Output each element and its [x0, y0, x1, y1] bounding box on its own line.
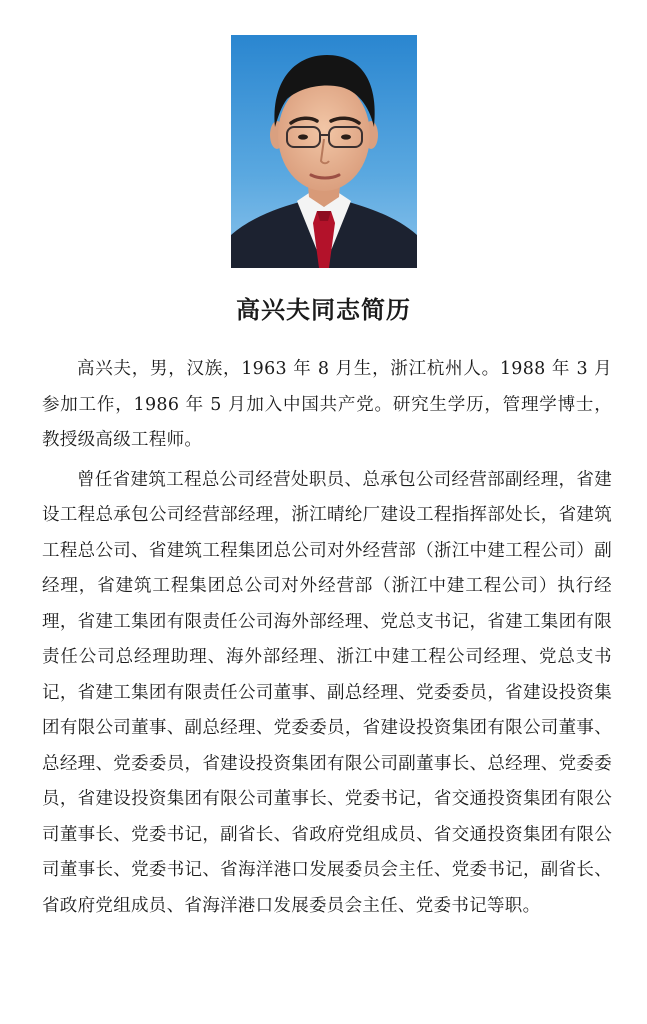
- page-title: 高兴夫同志简历: [236, 296, 411, 324]
- biography-body: [42, 352, 612, 924]
- biography-paragraph-career: 曾任省建筑工程总公司经营处职员、总承包公司经营部副经理，省建设工程总承包公司经营部经理，浙江晴纶厂建设工程指挥部处长，省建筑工程总公司、省建筑工程集团总公司对外经营部（浙江中建工程公司）副经理，省建筑工程集团总公司对外经营部（浙江中建工程公司）执行经理，省建工集团有限责任公司海外部经理、党总支书记，省建工集团有限责任公司总经理助理、海外部经理、浙江中建工程公司经理、党总支书记，省建工集团有限责任公司董事、副总经理、党委委员，省建设投资集团有限公司董事、副总经理、党委委员，省建设投资集团有限公司董事、总经理、党委委员，省建设投资集团有限公司副董事长、总经理、党委委员，省建设投资集团有限公司董事长、党委书记，省交通投资集团有限公司董事长、党委书记，副省长、省政府党组成员、省交通投资集团有限公司董事长、党委书记、省海洋港口发展委员会主任、党委书记，副省长、省政府党组成员、省海洋港口发展委员会主任、党委书记等职。: [42, 469, 612, 916]
- biography-paragraph-personal: 高兴夫，男，汉族，1963 年 8 月生，浙江杭州人。1988 年 3 月参加工作，1986 年 5 月加入中国共产党。研究生学历，管理学博士，教授级高级工程师。: [42, 359, 612, 450]
- portrait-illustration: [231, 35, 417, 268]
- portrait-photo: [231, 35, 417, 268]
